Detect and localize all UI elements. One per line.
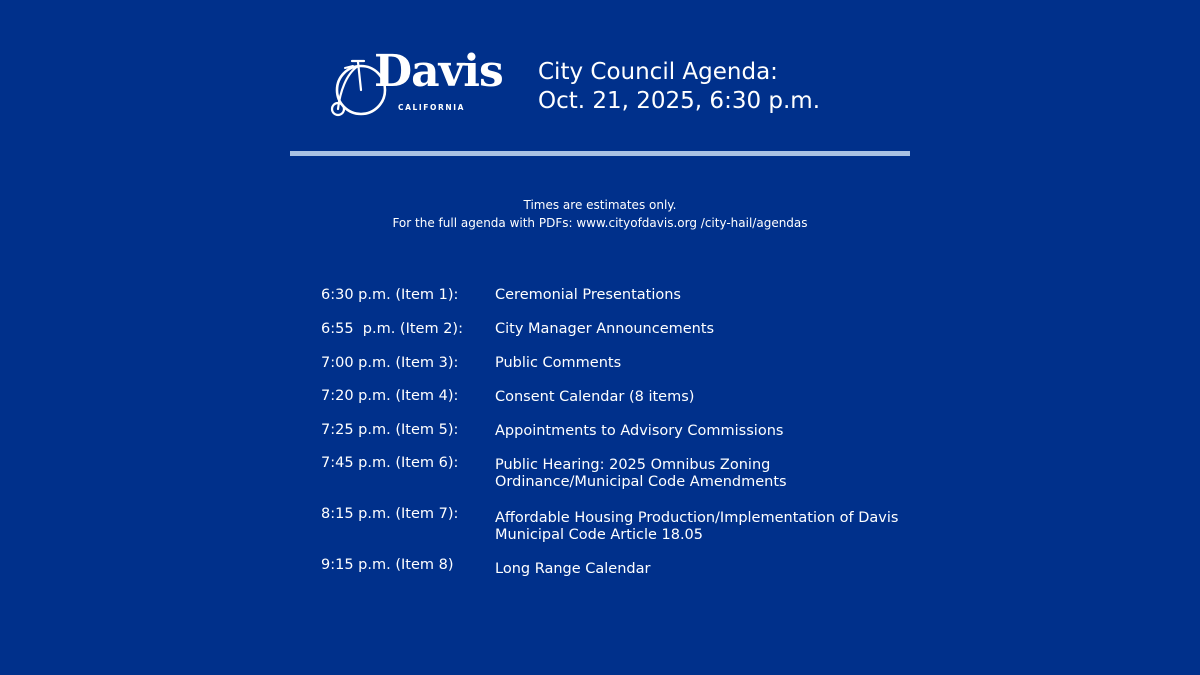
agenda-item-description-line: Ceremonial Presentations [495, 287, 681, 303]
agenda-item-description-line: Affordable Housing Production/Implementation of Davis [495, 510, 899, 526]
agenda-note [0, 196, 1200, 232]
agenda-item-time: 7:20 p.m. (Item 4): [321, 388, 459, 404]
agenda-item-description [495, 510, 975, 544]
page-title [538, 58, 820, 116]
agenda-item-description [495, 287, 975, 304]
agenda-item-description [495, 389, 975, 406]
agenda-item-time: 7:00 p.m. (Item 3): [321, 355, 459, 371]
agenda-item-description-line: Appointments to Advisory Commissions [495, 423, 784, 439]
title-line-1: City Council Agenda: [538, 59, 778, 85]
agenda-item-description-line: Consent Calendar (8 items) [495, 389, 695, 405]
agenda-item-description-line: Long Range Calendar [495, 561, 651, 577]
agenda-item-description-line: Public Comments [495, 355, 622, 371]
agenda-item-description-line: City Manager Announcements [495, 321, 715, 337]
agenda-item-description-line: Municipal Code Article 18.05 [495, 527, 704, 543]
agenda-item-time: 6:30 p.m. (Item 1): [321, 287, 459, 303]
note-estimates: Times are estimates only. [523, 198, 677, 212]
agenda-item-description [495, 355, 975, 372]
logo-wordmark: Davis [374, 46, 503, 97]
davis-logo [328, 46, 503, 122]
agenda-item-description [495, 321, 975, 338]
title-line-2: Oct. 21, 2025, 6:30 p.m. [538, 88, 821, 114]
agenda-item-description-line: Public Hearing: 2025 Omnibus Zoning [495, 457, 771, 473]
agenda-item-time: 6:55 p.m. (Item 2): [321, 321, 463, 337]
agenda-item-time: 7:25 p.m. (Item 5): [321, 422, 459, 438]
agenda-item-time: 8:15 p.m. (Item 7): [321, 506, 459, 522]
logo-state-label: CALIFORNIA [398, 103, 466, 112]
agenda-item-description [495, 423, 975, 440]
agenda-item-description [495, 457, 975, 491]
divider [290, 151, 910, 156]
note-full-agenda-link: For the full agenda with PDFs: www.cityofdavis.org /city-hail/agendas [392, 216, 808, 230]
agenda-item-description-line: Ordinance/Municipal Code Amendments [495, 474, 787, 490]
agenda-item-description [495, 561, 975, 578]
agenda-item-time: 7:45 p.m. (Item 6): [321, 455, 459, 471]
agenda-item-time: 9:15 p.m. (Item 8) [321, 557, 454, 573]
